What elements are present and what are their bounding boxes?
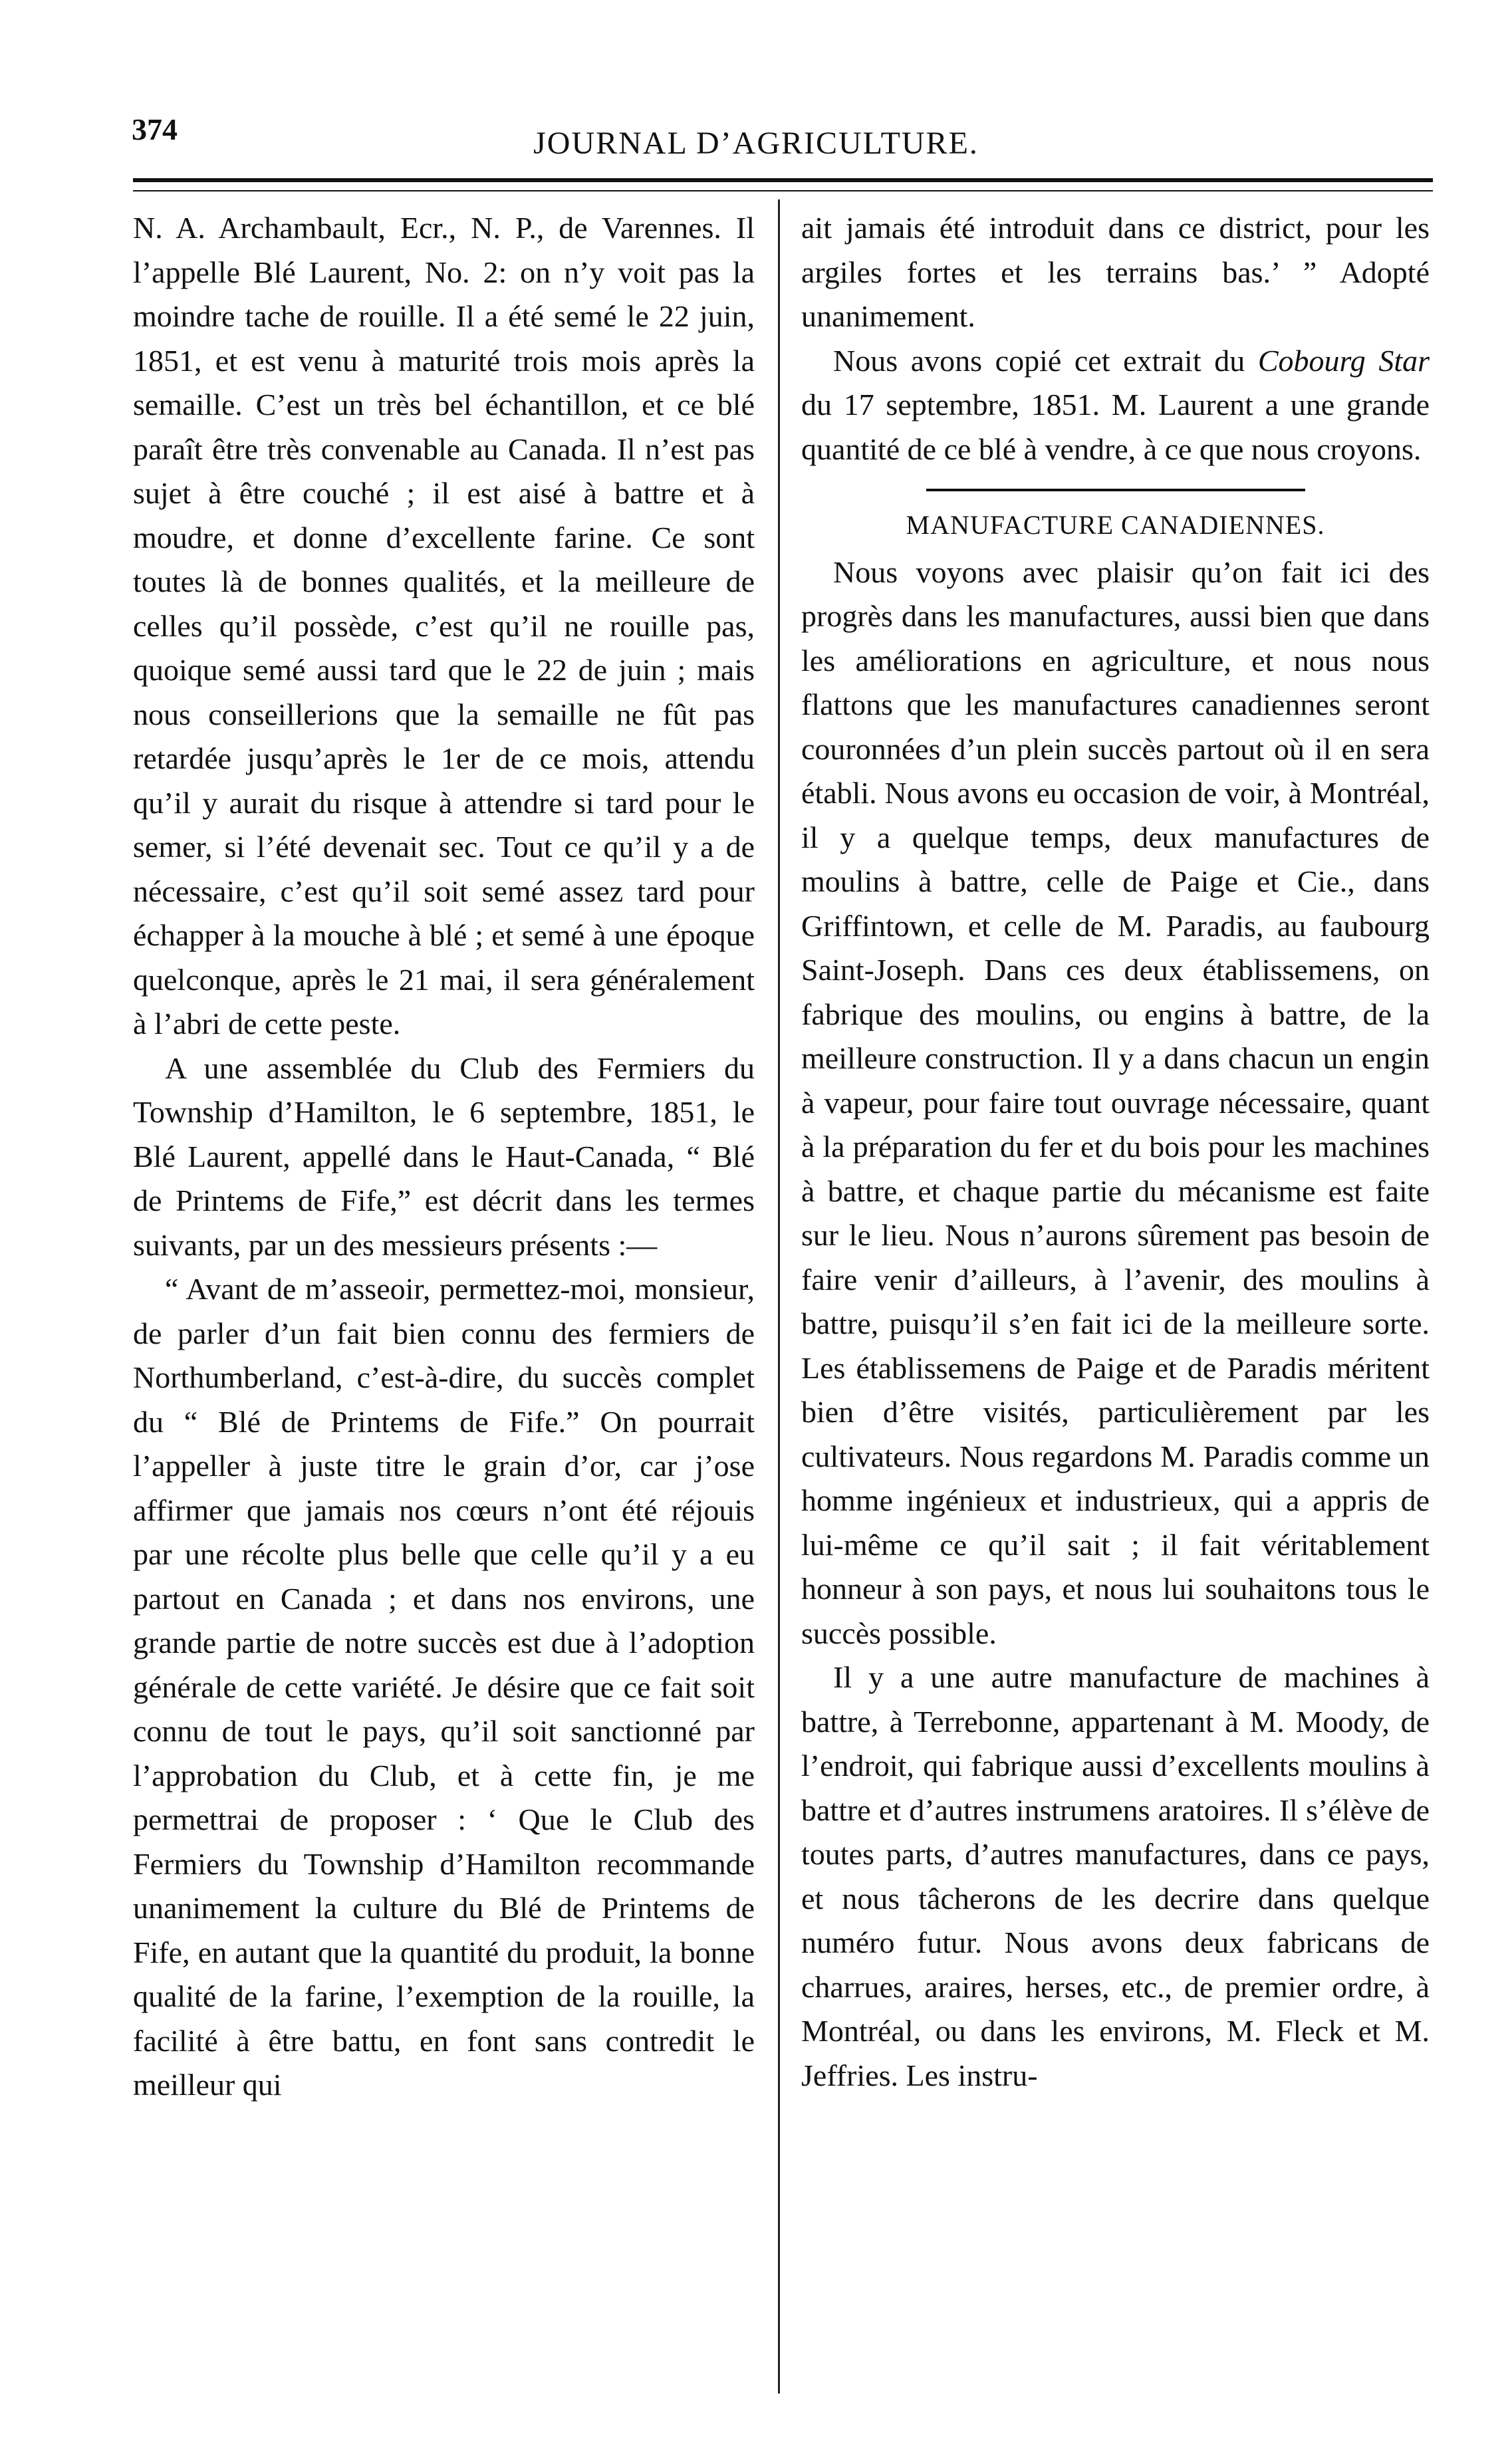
section-rule [926,489,1305,491]
running-head: JOURNAL D’AGRICULTURE. [533,126,979,161]
paragraph: N. A. Archambault, Ecr., N. P., de Varennes. Il l’appelle Blé Laurent, No. 2: on n’y voit pas la moindre tache de rouille. Il a été semé le 22 juin, 1851, et est venu à maturité trois mois après la semaille. C’est un très bel échantillon, et ce blé paraît être très convenable au Canada. Il n’est pas sujet à être couché ; il est aisé à battre et à moudre, et donne d’excellente farine. Ce sont toutes là de bonnes qualités, et la meilleure de celles qu’il possède, c’est qu’il ne rouille pas, quoique semé aussi tard que le 22 de juin ; mais nous conseillerions que la semaille ne fût pas retardée jusqu’après le 1er de ce mois, attendu qu’il y aurait du risque à attendre si tard pour le semer, si l’été devenait sec. Tout ce qu’il y a de nécessaire, c’est qu’il soit semé assez tard pour échapper à la mouche à blé ; et semé à une époque quelconque, après le 21 mai, il sera généralement à l’abri de cette peste. [133,211,755,1041]
paragraph: A une assemblée du Club des Fermiers du Township d’Hamilton, le 6 septembre, 1851, le Blé Laurent, appellé dans le Haut-Canada, “ Blé de Printems de Fife,” est décrit dans les termes suivants, par un des messieurs présents :— [133,1050,755,1262]
column-divider [778,199,780,2394]
paragraph-text: Nous avons copié cet extrait du [833,343,1258,378]
header-rule-thin [133,190,1433,191]
header-rule [133,178,1433,182]
page-number: 374 [132,112,178,146]
paragraph-text: du 17 septembre, 1851. M. Laurent a une grande quantité de ce blé à vendre, à ce que nous croyons. [801,388,1430,466]
right-column [801,206,1430,2098]
paragraph [801,339,1430,472]
paragraph: “ Avant de m’asseoir, permettez-moi, monsieur, de parler d’un fait bien connu des fermiers de Northumberland, c’est-à-dire, du succès complet du “ Blé de Printems de Fife.” On pourrait l’appeller à juste titre le grain d’or, car j’ose affirmer que jamais nos cœurs n’ont été réjouis par une récolte plus belle que celle qu’il y a eu partout en Canada ; et dans nos environs, une grande partie de notre succès est due à l’adoption générale de cette variété. Je désire que ce fait soit connu de tout le pays, qu’il soit sanctionné par l’approbation du Club, et à cette fin, je me permettrai de proposer : ‘ Que le Club des Fermiers du Township d’Hamilton recommande unanimement la culture du Blé de Printems de Fife, en autant que la quantité du produit, la bonne qualité de la farine, l’exemption de la rouille, la facilité à être battu, en font sans contredit le meilleur qui [133,1272,755,2102]
paragraph: Nous voyons avec plaisir qu’on fait ici des progrès dans les manufactures, aussi bien que dans les améliorations en agriculture, et nous nous flattons que les manufactures canadiennes seront couronnées d’un plein succès partout où il en sera établi. Nous avons eu occasion de voir, à Montréal, il y a quelque temps, deux manufactures de moulins à battre, celle de Paige et Cie., dans Griffintown, et celle de M. Paradis, au faubourg Saint-Joseph. Dans ces deux établissemens, on fabrique des moulins, ou engins à battre, de la meilleure construction. Il y a dans chacun un engin à vapeur, pour faire tout ouvrage nécessaire, quant à la préparation du fer et du bois pour les machines à battre, et chaque partie du mécanisme est faite sur le lieu. Nous n’aurons sûrement pas besoin de faire venir d’ailleurs, à l’avenir, des moulins à battre, puisqu’il s’en fait ici de la meilleure sorte. Les établissemens de Paige et de Paradis méritent bien d’être visités, particulièrement par les cultivateurs. Nous regardons M. Paradis comme un homme ingénieux et industrieux, qui a appris de lui-même ce qu’il sait ; il fait véritablement honneur à son pays, et nous lui souhaitons tous le succès possible. [801,554,1430,1650]
left-column [133,206,755,2108]
section-title: MANUFACTURE CANADIENNES. [906,510,1325,540]
paragraph: Il y a une autre manufacture de machines à battre, à Terrebonne, appartenant à M. Moody, de l’endroit, qui fabrique aussi d’excellents moulins à battre et d’autres instrumens aratoires. Il s’élève de toutes parts, d’autres manufactures, dans ce pays, et nous tâcherons de les decrire dans quelque numéro futur. Nous avons deux fabricans de charrues, araires, herses, etc., de premier ordre, à Montréal, ou dans les environs, M. Fleck et M. Jeffries. Les instru- [801,1660,1430,2092]
newspaper-title: Cobourg Star [1257,343,1430,378]
paragraph: ait jamais été introduit dans ce district, pour les argiles fortes et les terrains bas.’ ” Adopté unanimement. [801,211,1430,333]
